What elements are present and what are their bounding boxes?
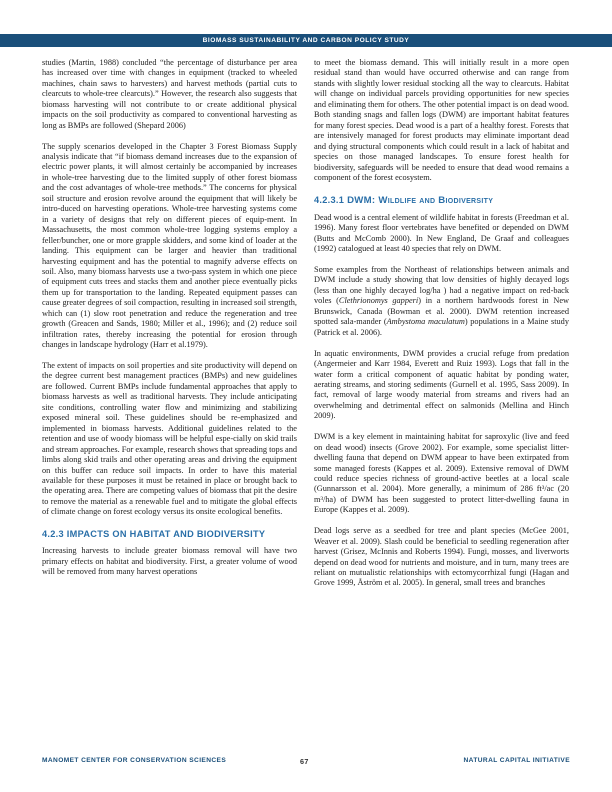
paragraph: Dead wood is a central element of wildlife habitat in forests (Freedman et al. 1996). Many forest floor vertebrates have benefited or depended on DWM (Butts and McComb 2000). In New England, De Graaf and colleagues (1992) catalogued at least 40 species that rely on DWM. [314,212,569,254]
paragraph: In aquatic environments, DWM provides a crucial refuge from predation (Angermeier and Karr 1984, Everett and Ruiz 1993). Logs that fall in the water form a critical component of aquatic habitat by ponding water, aerating streams, and storing sediments (Gurnell et al. 1995, Sass 2009). In fact, removal of large woody material from streams and rivers had an overwhelming and detrimental effect on salmonids (Mellina and Hinch 2009). [314,348,569,421]
footer-initiative: NATURAL CAPITAL INITIATIVE [463,757,570,764]
left-column [42,58,297,588]
paragraph: The supply scenarios developed in the Chapter 3 Forest Biomass Supply analysis indicate that “if biomass demand increases due to the expansion of electric power plants, it will almost certainly be accompanied by increases in whole-tree harvesting due to the limited supply of other forest biomass and the cost advantages of whole-tree methods.” The concerns for physical soil structure and erosion revolve around the equipment that will likely be intro-duced on harvesting operations. Whole-tree harvesting systems come in a variety of designs that rely on different pieces of equip-ment. In Massachusetts, the most common whole-tree logging systems employ a feller/buncher, one or more grapple skidders, and some kind of loader at the landing. This equipment can be larger and heavier than traditional harvesting equipment and has the potential to magnify adverse effects on soil. Also, many biomass harvests use a two-pass system in which one piece of equipment cuts trees and stacks them and another piece eventually picks them up for transportation to the landing. Repeated equipment passes can cause greater degrees of soil compaction, resulting in increased soil strength, which can (1) slow root penetration and reduce the regeneration and tree growth (Greacen and Sands, 1980; Miller et al., 1996); and (2) reduce soil infiltration rates, thereby increasing the potential for erosion through changes in landscape hydrology (Harr et al.1979). [42,141,297,350]
running-header: BIOMASS SUSTAINABILITY AND CARBON POLICY STUDY [0,34,612,47]
section-heading-4-2-3: 4.2.3 IMPACTS ON HABITAT AND BIODIVERSITY [42,529,266,540]
paragraph: The extent of impacts on soil properties and site productivity will depend on the degree current best management practices (BMPs) and new guidelines are followed. Current BMPs include fundamental approaches that apply to biomass harvests as well as traditional harvests. They include anticipating site conditions, controlling water flow and minimizing and stabilizing exposed mineral soil. These guidelines should be re-emphasized and implemented in biomass harvests. Additional guidelines related to the retention and use of woody biomass will be helpful espe-cially on skid trails and stream approaches. For example, research shows that spreading tops and limbs along skid trails and other operating areas and driving the equipment on this buffer can reduce soil impacts. In order to have this material available for these purposes it must be retained in place or brought back to the operating area. There are competing values of biomass that pit the desire to remove the material as a renewable fuel and to mitigate the global effects of climate change on forest ecology versus its onsite ecological benefits. [42,361,297,517]
paragraph [314,265,569,338]
heading-number: 4.2.3.1 [314,194,345,205]
page-number: 67 [300,757,309,766]
paragraph: Dead logs serve as a seedbed for tree and plant species (McGee 2001, Weaver et al. 2009). Slash could be beneficial to seedling regeneration after harvest (Grisez, McInnis and Roberts 1994). Fungi, mosses, and liverworts depend on dead wood for nutrients and moisture, and in turn, many trees are reliant on mutualistic relationships with ectomycorrhizal fungi (Hagan and Grove 1999, Åström et al. 2005). In general, small trees and branches [314,526,569,588]
heading-text: DWM: Wildlife and Biodiversity [347,194,494,206]
paragraph: studies (Martin, 1988) concluded “the percentage of disturbance per area has increased over time with changes in equipment (tracked to wheeled machines, chain saws to harvesters) and harvest methods (partial cuts to clearcuts to whole-tree clearcuts).” However, the research also suggests that biomass harvesting will not contribute to or create additional physical impacts on the soil productivity as compared to conventional harvesting as long as BMPs are followed (Shepard 2006) [42,58,297,130]
text-run: ) populations in a Maine study (Patrick et al. 2006). [314,317,569,337]
text-run: ) in a northern hardwoods forest in New Brunswick, Canada (Bowman et al. 2000). DWM retention increased spotted sala-mander ( [314,296,569,327]
paragraph: to meet the biomass demand. This will initially result in a more open residual stand than would have occurred otherwise and can range from stands with slightly lower residual stocking all the way to clearcuts. Habitat will change on individual parcels providing opportunities for new species and eliminating them for others. The other potential impact is on dead wood. Both standing snags and fallen logs (DWM) are important habitat features for many forest species. Dead wood is a part of a healthy forest. Forests that are intensively managed for forest products may eliminate important dead and dying structural components which could result in a lack of habitat and species on those managed landscapes. To ensure forest health for biodiversity, safeguards will be needed to ensure that dead wood remains a component of the forest ecosystem. [314,58,569,182]
species-name: Ambystoma maculatum [386,317,465,327]
paragraph: DWM is a key element in maintaining habitat for saproxylic (live and feed on dead wood) insects (Grove 2002). For example, some specialist litter-dwelling fauna that depend on DWM appear to have been extirpated from some managed forests (Kappes et al. 2009). Extensive removal of DWM could reduce species richness of ground-active beetles at a local scale (Gunnarsson et al. 2004). More generally, a minimum of 286 ft³/ac (20 m³/ha) of DWM has been suggested to protect litter-dwelling fauna in Europe (Kappes et al. 2009). [314,432,569,515]
subsection-heading-4-2-3-1 [314,194,569,207]
page-footer [0,757,612,767]
paragraph: Increasing harvests to include greater biomass removal will have two primary effects on habitat and biodiversity. First, a greater volume of wood will be removed from many harvest operations [42,546,297,577]
species-name: Clethrionomys gapperi [338,296,419,306]
right-column [314,58,569,599]
text-run: Some examples from the Northeast of relationships between animals and DWM include a study showing that low densities of highly decayed logs (less than one highly decayed log/ha ) had a negative impact on red-back voles ( [314,265,569,306]
footer-organization: MANOMET CENTER FOR CONSERVATION SCIENCES [42,757,227,764]
